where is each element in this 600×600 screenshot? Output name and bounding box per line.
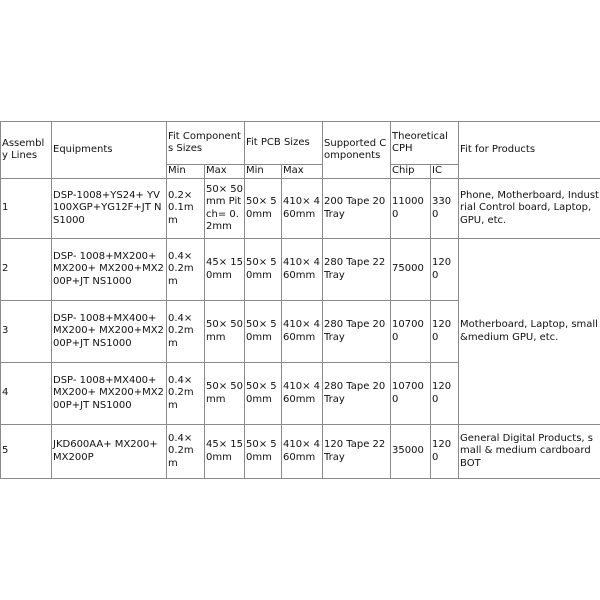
cell-supported: 120 Tape 22 Tray xyxy=(323,425,391,479)
cell-ic: 1200 xyxy=(431,239,459,301)
cell-pcb-max: 410× 460mm xyxy=(282,363,323,425)
cell-supported: 200 Tape 20 Tray xyxy=(323,179,391,239)
cell-comp-max: 50× 50mm xyxy=(205,301,245,363)
cell-ic: 1200 xyxy=(431,363,459,425)
cell-comp-min: 0.4× 0.2mm xyxy=(167,425,205,479)
cell-pcb-min: 50× 50mm xyxy=(245,239,282,301)
cell-ic: 1200 xyxy=(431,301,459,363)
table-row xyxy=(1,239,600,301)
cell-chip: 35000 xyxy=(391,425,431,479)
cell-line: 4 xyxy=(1,363,52,425)
table-row xyxy=(1,425,600,479)
cell-line: 2 xyxy=(1,239,52,301)
subheader-pcb-min: Min xyxy=(245,165,282,179)
cell-chip: 110000 xyxy=(391,179,431,239)
cell-comp-max: 50× 50mm xyxy=(205,363,245,425)
cell-pcb-min: 50× 50mm xyxy=(245,301,282,363)
subheader-comp-min: Min xyxy=(167,165,205,179)
table-row xyxy=(1,179,600,239)
cell-line: 1 xyxy=(1,179,52,239)
cell-products: General Digital Products, small & medium cardboard BOT xyxy=(459,425,600,479)
cell-supported: 280 Tape 20 Tray xyxy=(323,301,391,363)
cell-comp-min: 0.4× 0.2mm xyxy=(167,239,205,301)
cell-chip: 107000 xyxy=(391,363,431,425)
subheader-ic: IC xyxy=(431,165,459,179)
cell-supported: 280 Tape 22 Tray xyxy=(323,239,391,301)
cell-pcb-min: 50× 50mm xyxy=(245,425,282,479)
cell-pcb-min: 50× 50mm xyxy=(245,179,282,239)
subheader-pcb-max: Max xyxy=(282,165,323,179)
cell-equipment: DSP- 1008+MX200+MX200+ MX200+MX200P+JT NS1000 xyxy=(52,239,167,301)
cell-line: 5 xyxy=(1,425,52,479)
cell-chip: 107000 xyxy=(391,301,431,363)
production-lines-table xyxy=(0,121,600,479)
cell-comp-max: 45× 150mm xyxy=(205,239,245,301)
cell-ic: 3300 xyxy=(431,179,459,239)
cell-pcb-max: 410× 460mm xyxy=(282,179,323,239)
cell-products: Phone, Motherboard, Industrial Control board, Laptop, GPU, etc. xyxy=(459,179,600,239)
cell-comp-max: 45× 150mm xyxy=(205,425,245,479)
cell-equipment: DSP- 1008+MX400+MX200+ MX200+MX200P+JT NS1000 xyxy=(52,301,167,363)
cell-pcb-max: 410× 460mm xyxy=(282,239,323,301)
header-fit-components-sizes: Fit Components Sizes xyxy=(167,122,245,165)
cell-pcb-max: 410× 460mm xyxy=(282,301,323,363)
cell-comp-min: 0.4× 0.2mm xyxy=(167,301,205,363)
header-assembly-lines: Assembly Lines xyxy=(1,122,52,179)
cell-pcb-max: 410× 460mm xyxy=(282,425,323,479)
cell-ic: 1200 xyxy=(431,425,459,479)
header-equipments: Equipments xyxy=(52,122,167,179)
subheader-chip: Chip xyxy=(391,165,431,179)
cell-equipment: DSP- 1008+MX400+MX200+ MX200+MX200P+JT NS1000 xyxy=(52,363,167,425)
header-fit-pcb-sizes: Fit PCB Sizes xyxy=(245,122,323,165)
cell-chip: 75000 xyxy=(391,239,431,301)
cell-comp-min: 0.4× 0.2mm xyxy=(167,363,205,425)
cell-comp-min: 0.2× 0.1mm xyxy=(167,179,205,239)
subheader-comp-max: Max xyxy=(205,165,245,179)
cell-supported: 280 Tape 20 Tray xyxy=(323,363,391,425)
cell-pcb-min: 50× 50mm xyxy=(245,363,282,425)
header-theoretical-cph: Theoretical CPH xyxy=(391,122,459,165)
cell-comp-max: 50× 50mm Pitch= 0.2mm xyxy=(205,179,245,239)
cell-products: Motherboard, Laptop, small&medium GPU, etc. xyxy=(459,239,600,425)
header-supported-components: Supported Components xyxy=(323,122,391,179)
cell-equipment: DSP-1008+YS24+ YV100XGP+YG12F+JT NS1000 xyxy=(52,179,167,239)
cell-equipment: JKD600AA+ MX200+MX200P xyxy=(52,425,167,479)
cell-line: 3 xyxy=(1,301,52,363)
header-row xyxy=(1,122,600,165)
header-fit-for-products: Fit for Products xyxy=(459,122,600,179)
